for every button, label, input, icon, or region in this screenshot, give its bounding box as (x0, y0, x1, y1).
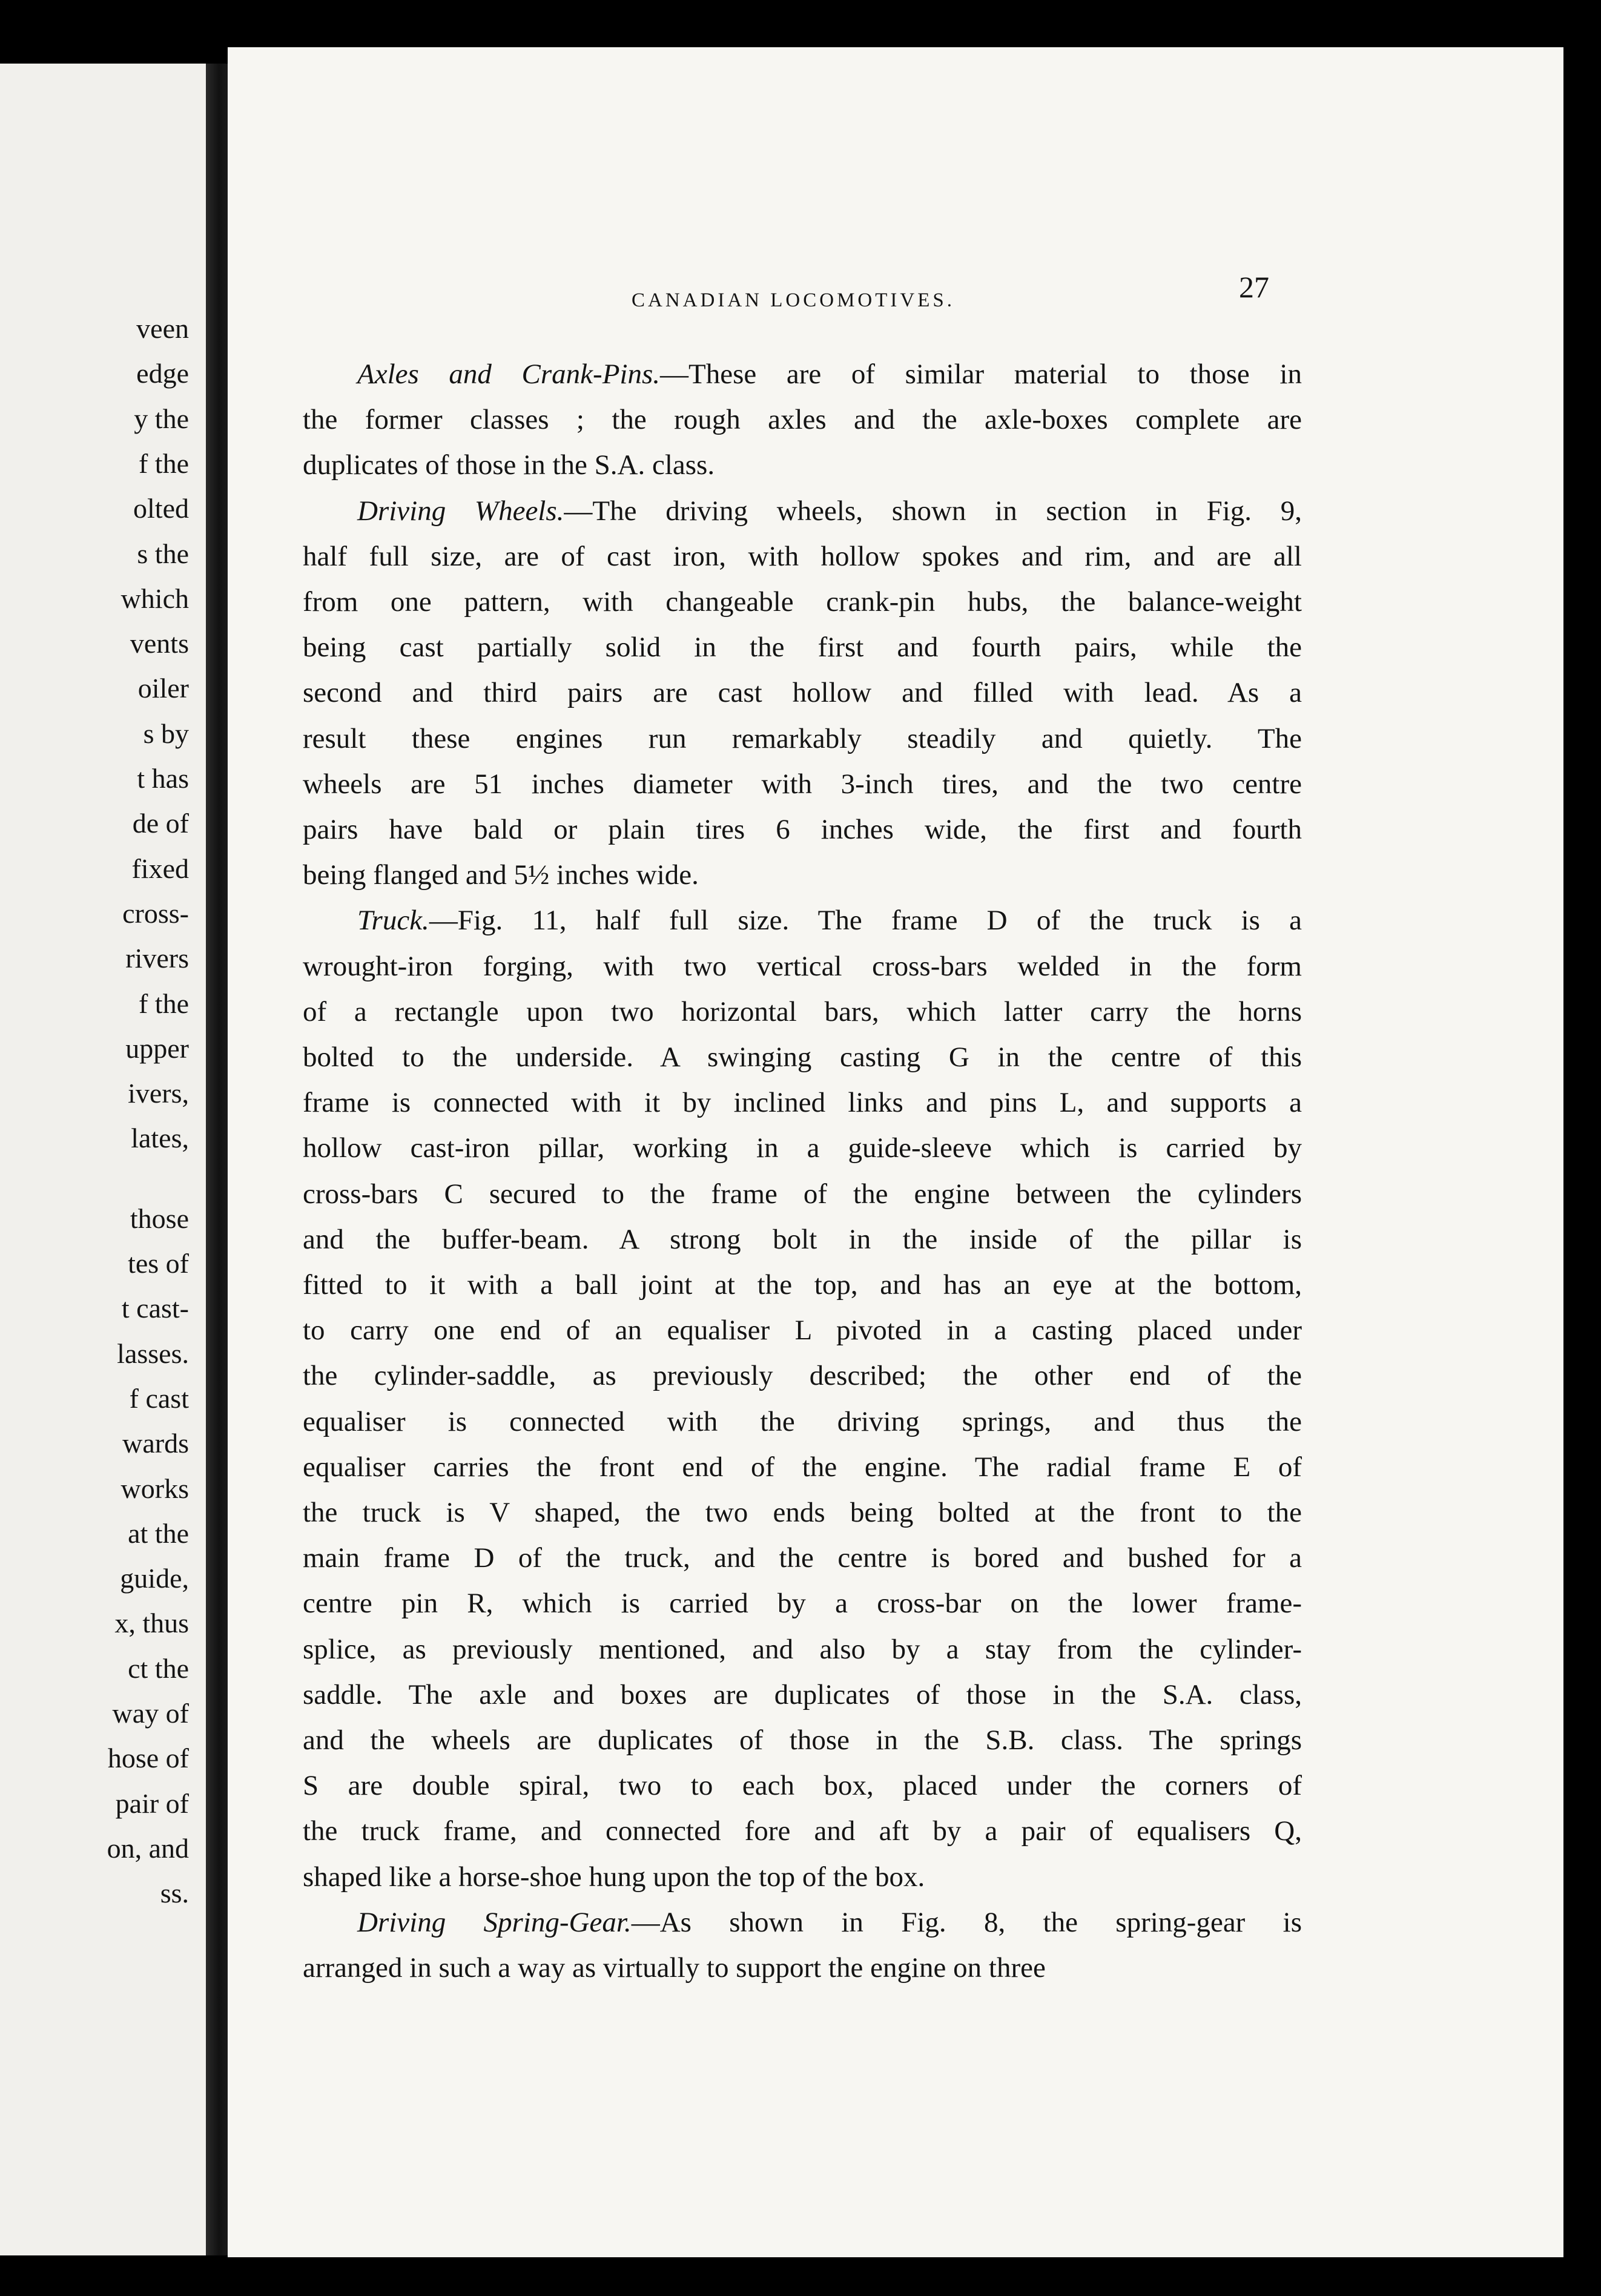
left-page-fragment: at the (128, 1517, 189, 1549)
paragraph-line: the truck is V shaped, the two ends being bolted at the front to the (303, 1497, 1302, 1528)
paragraph-line: main frame D of the truck, and the centre is bored and bushed for a (303, 1542, 1302, 1574)
paragraph-line: to carry one end of an equaliser L pivoted in a casting placed under (303, 1315, 1302, 1347)
left-page-fragment: works (120, 1473, 189, 1504)
left-page-fragment: y the (134, 403, 189, 434)
left-page-fragment: wards (122, 1428, 189, 1459)
left-page-fragment: s the (137, 538, 189, 569)
paragraph-line: from one pattern, with changeable crank-pin hubs, the balance-weight (303, 586, 1302, 618)
page-number: 27 (1239, 270, 1269, 304)
left-page-fragment: t cast- (121, 1293, 189, 1324)
paragraph-line: centre pin R, which is carried by a cross-bar on the lower frame- (303, 1588, 1302, 1620)
paragraph-line: result these engines run remarkably steadily and quietly. The (303, 722, 1302, 754)
left-page-fragment: oiler (137, 673, 189, 704)
left-page-fragment: on, and (107, 1832, 189, 1864)
left-page-fragment: x, thus (114, 1608, 189, 1639)
left-page-fragment: veen (136, 313, 189, 344)
running-head: CANADIAN LOCOMOTIVES. (632, 289, 955, 311)
paragraph-heading: Truck. (357, 905, 429, 937)
paragraph-line: wheels are 51 inches diameter with 3-inch tires, and the two centre (303, 768, 1302, 800)
paragraph-line: the former classes ; the rough axles and the axle-boxes complete are (303, 404, 1302, 436)
paragraph-heading: Driving Wheels. (357, 495, 564, 527)
scan-border (1563, 47, 1601, 2257)
paragraph-line: hollow cast-iron pillar, working in a guide-sleeve which is carried by (303, 1132, 1302, 1164)
paragraph-line: arranged in such a way as virtually to support the engine on three (303, 1952, 1046, 1984)
left-page-fragment: f cast (129, 1382, 189, 1414)
left-page-fragment: upper (125, 1032, 189, 1064)
paragraph-first-line (357, 906, 1302, 935)
paragraph-line: of a rectangle upon two horizontal bars, which latter carry the horns (303, 995, 1302, 1028)
left-page-fragment: cross- (122, 897, 189, 929)
left-page-fragment: olted (133, 493, 189, 524)
left-page-fragment: those (130, 1202, 189, 1234)
paragraph-line: and the buffer-beam. A strong bolt in the inside of the pillar is (303, 1223, 1302, 1255)
paragraph-line: duplicates of those in the S.A. class. (303, 449, 715, 481)
paragraph-first-line (357, 1908, 1302, 1937)
paragraph-line: equaliser carries the front end of the engine. The radial frame E of (303, 1451, 1302, 1483)
left-page-fragment: rivers (125, 943, 189, 974)
left-page-fragment: guide, (120, 1563, 189, 1594)
paragraph-line: saddle. The axle and boxes are duplicates of those in the S.A. class, (303, 1678, 1302, 1710)
left-page-fragment: pair of (115, 1787, 189, 1819)
paragraph-line: half full size, are of cast iron, with hollow spokes and rim, and are all (303, 540, 1302, 572)
paragraph-line: pairs have bald or plain tires 6 inches wide, the first and fourth (303, 814, 1302, 845)
paragraph-line: shaped like a horse-shoe hung upon the top of the box. (303, 1861, 925, 1893)
paragraph-line: the truck frame, and connected fore and aft by a pair of equalisers Q, (303, 1815, 1302, 1847)
paragraph-line-text: —The driving wheels, shown in section in Fig. 9, (564, 495, 1302, 527)
left-facing-page (0, 64, 206, 2255)
paragraph-line-text: —These are of similar material to those in (660, 358, 1302, 390)
left-page-fragment: which (120, 582, 189, 614)
paragraph-line-text: —As shown in Fig. 8, the spring-gear is (631, 1906, 1302, 1938)
left-page-fragment: hose of (107, 1743, 189, 1774)
left-page-fragment: tes of (128, 1248, 189, 1279)
paragraph-line: and the wheels are duplicates of those in the S.B. class. The springs (303, 1724, 1302, 1756)
paragraph-line: being flanged and 5½ inches wide. (303, 859, 699, 891)
left-page-fragment: t has (137, 763, 189, 794)
paragraph-line: bolted to the underside. A swinging casting G in the centre of this (303, 1041, 1302, 1073)
left-page-fragment: f the (138, 447, 189, 479)
paragraph-line: cross-bars C secured to the frame of the engine between the cylinders (303, 1178, 1302, 1210)
left-page-fragment: ct the (128, 1652, 189, 1684)
paragraph-line: second and third pairs are cast hollow and filled with lead. As a (303, 677, 1302, 709)
left-page-fragment: fixed (131, 853, 189, 884)
paragraph-heading: Axles and Crank-Pins. (357, 358, 660, 390)
left-page-fragment: de of (132, 808, 189, 839)
paragraph-first-line (357, 497, 1302, 526)
left-page-fragment: ivers, (128, 1078, 189, 1109)
paragraph-line: fitted to it with a ball joint at the top, and has an eye at the bottom, (303, 1269, 1302, 1301)
paragraph-line: frame is connected with it by inclined links and pins L, and supports a (303, 1087, 1302, 1119)
paragraph-line: splice, as previously mentioned, and also by a stay from the cylinder- (303, 1633, 1302, 1665)
paragraph-line: the cylinder-saddle, as previously described; the other end of the (303, 1360, 1302, 1392)
paragraph-line: S are double spiral, two to each box, placed under the corners of (303, 1770, 1302, 1802)
left-page-fragment: edge (136, 358, 189, 389)
left-page-fragment: lates, (131, 1123, 189, 1154)
paragraph-line-text: —Fig. 11, half full size. The frame D of the truck is a (429, 905, 1302, 937)
left-page-fragment: ss. (160, 1878, 189, 1909)
paragraph-line: being cast partially solid in the first and fourth pairs, while the (303, 632, 1302, 664)
paragraph-heading: Driving Spring-Gear. (357, 1906, 632, 1938)
left-page-fragment: lasses. (117, 1338, 189, 1369)
paragraph-line: equaliser is connected with the driving springs, and thus the (303, 1405, 1302, 1437)
left-page-fragment: f the (138, 988, 189, 1019)
paragraph-first-line (357, 360, 1302, 389)
left-page-fragment: s by (143, 718, 189, 749)
left-page-fragment: vents (130, 628, 189, 659)
paragraph-line: wrought-iron forging, with two vertical cross-bars welded in the form (303, 950, 1302, 982)
left-page-fragment: way of (112, 1698, 189, 1729)
page-gutter (206, 64, 228, 2255)
